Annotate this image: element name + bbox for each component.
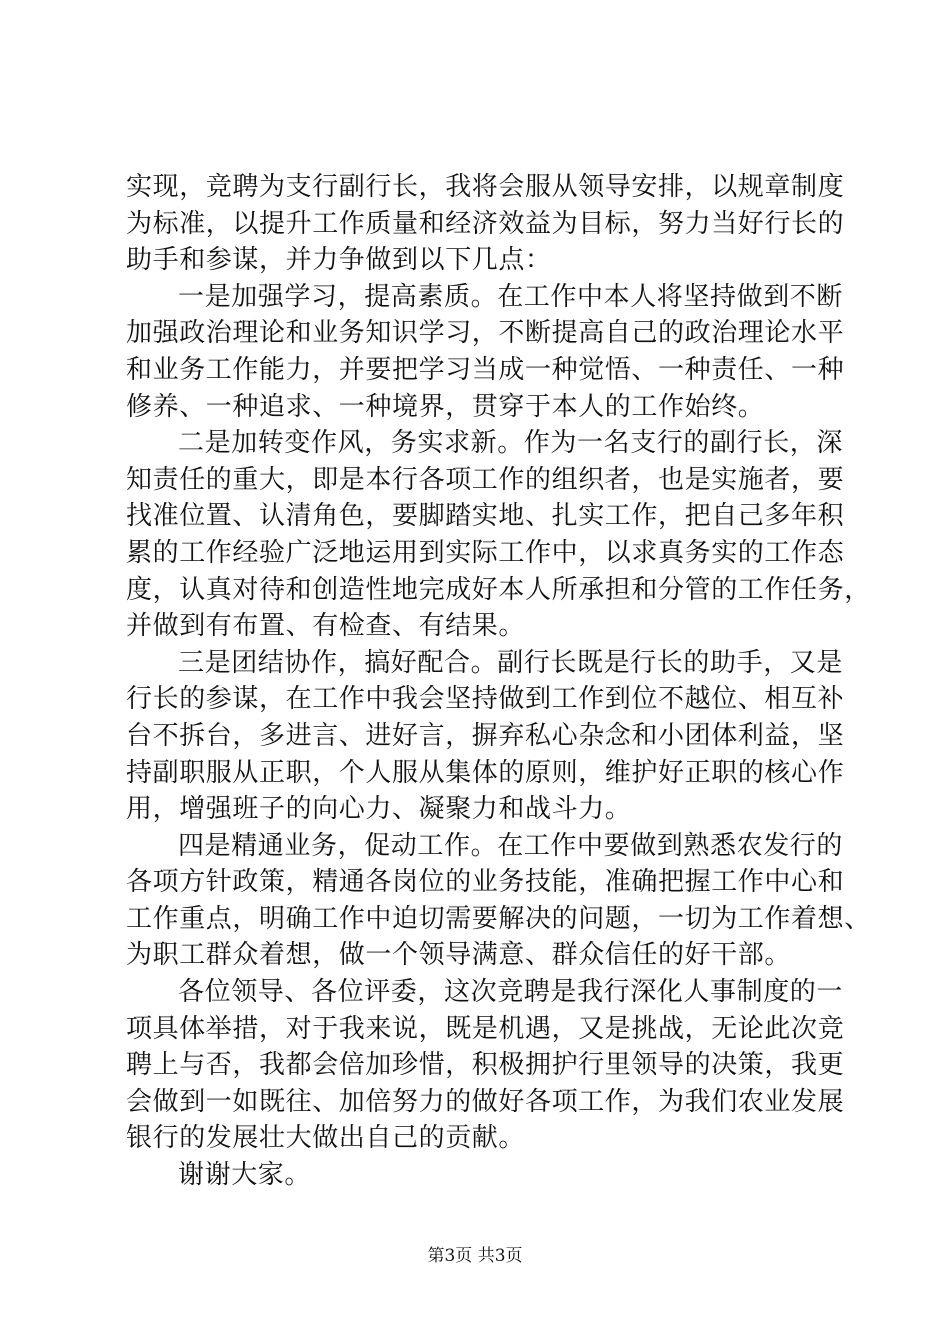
document-line: 知责任的重大，即是本行各项工作的组织者，也是实施者，要 [126, 464, 845, 495]
document-line: 和业务工作能力，并要把学习当成一种觉悟、一种责任、一种 [126, 354, 845, 385]
document-line: 找准位置、认清角色，要脚踏实地、扎实工作，把自己多年积 [126, 501, 845, 532]
document-line: 各项方针政策，精通各岗位的业务技能，准确把握工作中心和 [126, 867, 845, 898]
document-line: 修养、一种追求、一种境界，贯穿于本人的工作始终。 [126, 391, 765, 422]
document-line: 台不拆台，多进言、进好言，摒弃私心杂念和小团体利益，坚 [126, 720, 845, 751]
document-line: 实现，竞聘为支行副行长，我将会服从领导安排，以规章制度 [126, 172, 845, 202]
document-body [126, 169, 871, 1194]
document-line: 并做到有布置、有检查、有结果。 [126, 611, 526, 642]
document-line: 项具体举措，对于我来说，既是机遇，又是挑战，无论此次竞 [126, 1013, 845, 1044]
document-line: 谢谢大家。 [178, 1160, 312, 1191]
document-line: 二是加转变作风，务实求新。作为一名支行的副行长，深 [178, 428, 844, 459]
document-line: 用，增强班子的向心力、凝聚力和战斗力。 [126, 794, 632, 825]
document-line: 各位领导、各位评委，这次竞聘是我行深化人事制度的一 [178, 977, 844, 1008]
document-line: 度，认真对待和创造性地完成好本人所承担和分管的工作任务， [126, 574, 871, 605]
document-line: 银行的发展壮大做出自己的贡献。 [126, 1123, 526, 1154]
document-line: 助手和参谋，并力争做到以下几点： [126, 245, 552, 276]
document-line: 持副职服从正职，个人服从集体的原则，维护好正职的核心作 [126, 757, 845, 788]
document-line: 会做到一如既往、加倍努力的做好各项工作，为我们农业发展 [126, 1086, 845, 1117]
document-line: 四是精通业务，促动工作。在工作中要做到熟悉农发行的 [178, 830, 844, 861]
document-line: 加强政治理论和业务知识学习，不断提高自己的政治理论水平 [126, 318, 845, 349]
document-line: 行长的参谋，在工作中我会坚持做到工作到位不越位、相互补 [126, 684, 845, 715]
document-line: 一是加强学习，提高素质。在工作中本人将坚持做到不断 [178, 281, 844, 312]
page-footer: 第3页 共3页 [427, 1246, 523, 1266]
document-line: 聘上与否，我都会倍加珍惜，积极拥护行里领导的决策，我更 [126, 1050, 845, 1081]
document-line: 累的工作经验广泛地运用到实际工作中，以求真务实的工作态 [126, 537, 845, 568]
document-line: 为职工群众着想，做一个领导满意、群众信任的好干部。 [126, 940, 792, 971]
document-line: 三是团结协作，搞好配合。副行长既是行长的助手，又是 [178, 647, 844, 678]
document-line: 工作重点，明确工作中迫切需要解决的问题，一切为工作着想、 [126, 903, 871, 934]
document-line: 为标准，以提升工作质量和经济效益为目标，努力当好行长的 [126, 208, 845, 239]
